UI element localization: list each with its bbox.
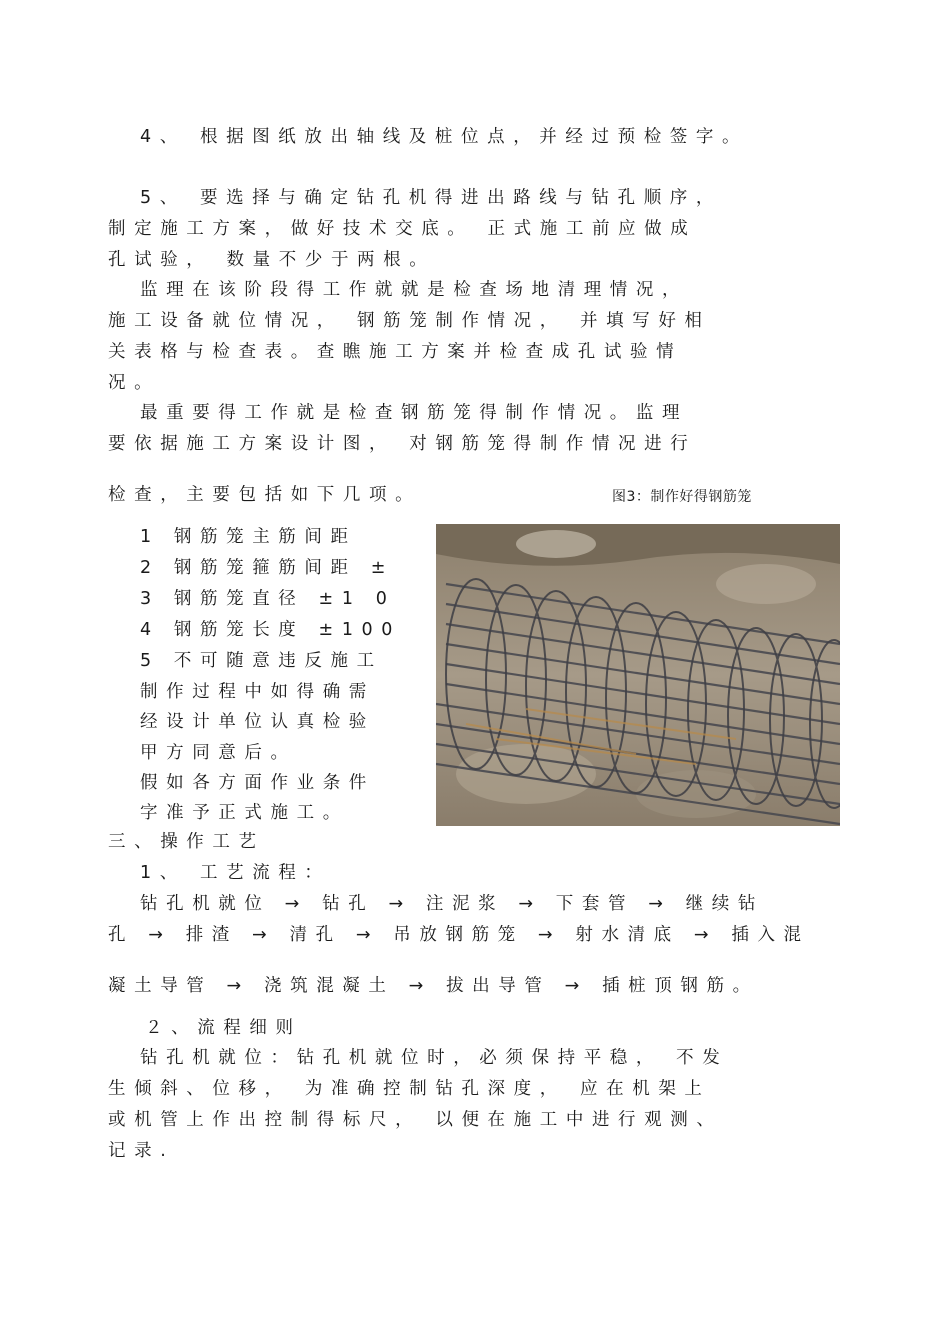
checklist-item-5: 5 不可随意违反施工 (140, 651, 383, 671)
subheading-process: 1、 工艺流程： (140, 863, 331, 883)
checklist-item-2: 2 钢筋笼箍筋间距 ± (140, 558, 395, 578)
detail-line-1: 钻孔机就位：钻孔机就位时，必须保持平稳， 不发 (140, 1048, 729, 1068)
rebar-cage-photo (436, 524, 840, 826)
text-line-20: 假如各方面作业条件 (140, 773, 375, 793)
checklist-item-4: 4 钢筋笼长度 ±100 (140, 620, 402, 640)
text-line-8: 况。 (108, 373, 161, 393)
checklist-item-1: 1 钢筋笼主筋间距 (140, 527, 357, 547)
detail-line-4: 记录. (108, 1141, 175, 1161)
text-line-3: 制定施工方案，做好技术交底。 正式施工前应做成 (108, 219, 697, 239)
text-line-1: 4、 根据图纸放出轴线及桩位点，并经过预检签字。 (140, 127, 749, 147)
text-line-5: 监理在该阶段得工作就就是检查场地清理情况， (140, 280, 689, 300)
process-line-1: 钻孔机就位 → 钻孔 → 注泥浆 → 下套管 → 继续钻 (140, 894, 764, 914)
text-line-10: 要依据施工方案设计图， 对钢筋笼得制作情况进行 (108, 434, 697, 454)
checklist-item-3: 3 钢筋笼直径 ±1 0 (140, 589, 396, 609)
text-line-6: 施工设备就位情况， 钢筋笼制作情况， 并填写好相 (108, 311, 711, 331)
text-line-19: 甲方同意后。 (140, 743, 297, 763)
text-line-18: 经设计单位认真检验 (140, 712, 375, 732)
text-line-11: 检查，主要包括如下几项。 (108, 485, 422, 505)
text-line-17: 制作过程中如得确需 (140, 682, 375, 702)
subheading-details: ２、流程细则 (145, 1018, 302, 1038)
figure-caption: 图3：制作好得钢筋笼 (612, 489, 752, 505)
text-line-9: 最重要得工作就是检查钢筋笼得制作情况。监理 (140, 403, 689, 423)
text-line-21: 字准予正式施工。 (140, 803, 349, 823)
detail-line-3: 或机管上作出控制得标尺， 以便在施工中进行观测、 (108, 1110, 723, 1130)
text-line-2: 5、 要选择与确定钻孔机得进出路线与钻孔顺序， (140, 188, 722, 208)
process-line-3: 凝土导管 → 浇筑混凝土 → 拔出导管 → 插桩顶钢筋。 (108, 976, 759, 996)
detail-line-2: 生倾斜、位移， 为准确控制钻孔深度， 应在机架上 (108, 1079, 711, 1099)
section-heading-3: 三、操作工艺 (108, 832, 265, 852)
process-line-2: 孔 → 排渣 → 清孔 → 吊放钢筋笼 → 射水清底 → 插入混 (108, 925, 810, 945)
text-line-4: 孔试验， 数量不少于两根。 (108, 250, 436, 270)
text-line-7: 关表格与检查表。查瞧施工方案并检查成孔试验情 (108, 342, 683, 362)
rebar-cage-image (436, 524, 840, 826)
